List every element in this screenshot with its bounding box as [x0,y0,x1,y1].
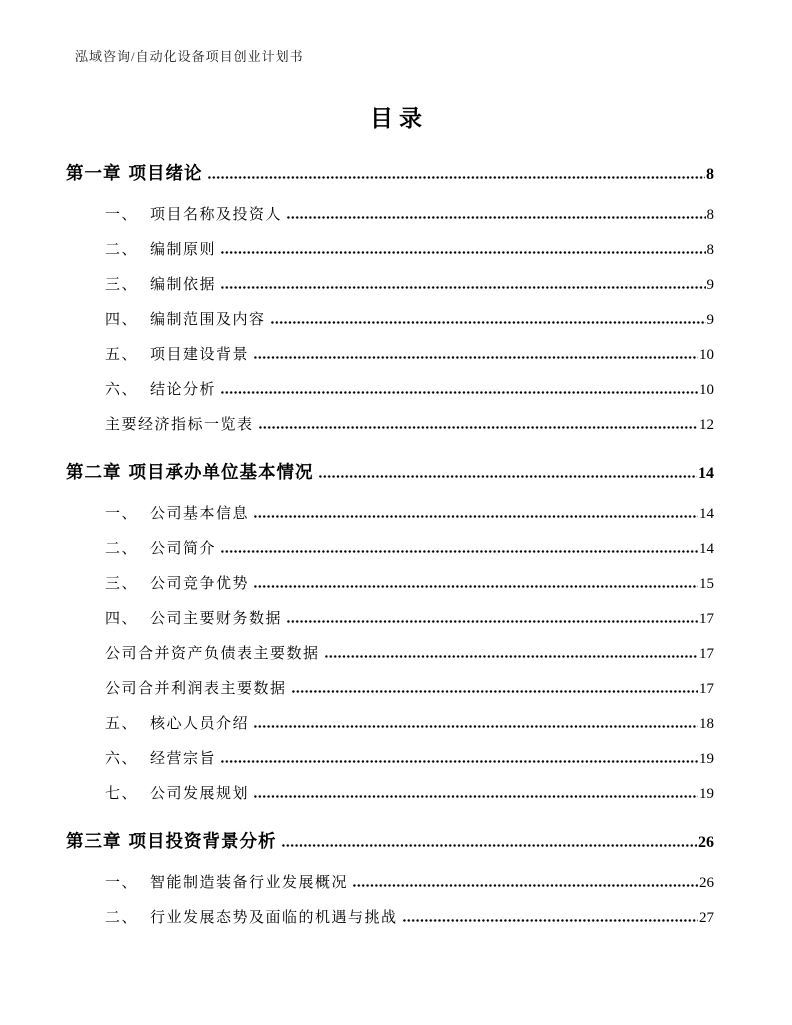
toc-item-row [66,672,714,707]
toc-entry-title: 项目绪论 [128,163,203,183]
toc-entry-number: 四、 [105,312,139,328]
dot-leader [319,475,698,478]
toc-chapter-row [66,826,714,856]
toc-entry-page: 17 [699,681,714,697]
toc-entry-page: 14 [699,506,714,522]
dot-leader [287,620,698,623]
toc-entry-page: 9 [706,277,714,293]
toc-entry-number: 三、 [105,576,139,592]
toc-entry-title: 核心人员介绍 [150,716,250,732]
dot-leader [325,655,698,658]
toc-item-row [66,866,714,901]
toc-entry-page: 8 [706,242,714,258]
toc-entry-title: 项目名称及投资人 [150,207,283,223]
dot-leader [254,795,698,798]
toc-entry-title: 公司简介 [150,541,217,557]
dot-leader [221,391,698,394]
toc-item-row [66,567,714,602]
toc-entry-number: 一、 [105,875,139,891]
toc-entry-page: 17 [699,646,714,662]
toc-entry-page: 26 [698,834,714,851]
toc-entry-page: 26 [699,875,714,891]
toc-entry-page: 9 [706,312,714,328]
toc-entry-title: 项目投资背景分析 [128,831,277,851]
toc-entry-page: 10 [699,382,714,398]
dot-leader [292,690,698,693]
toc-entry-number: 二、 [105,541,139,557]
toc-item-row [66,532,714,567]
toc-entry-number: 第三章 [66,831,122,851]
toc-entry-title: 主要经济指标一览表 [105,417,254,433]
toc-entry-title: 公司基本信息 [150,506,250,522]
dot-leader [208,176,706,179]
toc-entry-number: 二、 [105,910,139,926]
toc-entry-page: 14 [699,541,714,557]
toc-chapter-row [66,158,714,188]
toc-item-row [66,707,714,742]
toc-title: 目录 [370,106,428,131]
toc-entry-page: 18 [699,716,714,732]
toc-entry-page: 17 [699,611,714,627]
toc-entry-title: 公司合并资产负债表主要数据 [105,646,320,662]
toc-entry-number: 七、 [105,786,139,802]
dot-leader [403,919,698,922]
toc-item-row [66,303,714,338]
toc-entry-number: 五、 [105,347,139,363]
dot-leader [271,321,706,324]
dot-leader [259,426,698,429]
toc-entry-page: 19 [699,786,714,802]
toc-item-row [66,742,714,777]
toc-entry-page: 8 [706,207,714,223]
toc-entry-page: 12 [699,417,714,433]
table-of-contents [66,158,714,936]
toc-chapter-row [66,457,714,487]
toc-entry-title: 编制原则 [150,242,217,258]
toc-item-row [66,373,714,408]
toc-item-row [66,408,714,443]
toc-entry-number: 二、 [105,242,139,258]
toc-entry-title: 编制范围及内容 [150,312,266,328]
toc-item-row [66,233,714,268]
toc-entry-number: 一、 [105,506,139,522]
toc-entry-number: 六、 [105,751,139,767]
dot-leader [254,725,698,728]
toc-entry-title: 行业发展态势及面临的机遇与挑战 [150,910,398,926]
toc-entry-page: 19 [699,751,714,767]
toc-item-row [66,198,714,233]
toc-item-row [66,338,714,373]
toc-entry-number: 第二章 [66,462,122,482]
toc-entry-page: 8 [706,166,714,183]
toc-item-row [66,268,714,303]
toc-entry-title: 编制依据 [150,277,217,293]
dot-leader [287,216,705,219]
toc-entry-number: 四、 [105,611,139,627]
toc-item-row [66,637,714,672]
toc-entry-title: 经营宗旨 [150,751,217,767]
toc-entry-title: 公司合并利润表主要数据 [105,681,287,697]
dot-leader [353,884,698,887]
toc-entry-number: 第一章 [66,163,122,183]
toc-entry-title: 智能制造装备行业发展概况 [150,875,349,891]
page-header: 泓域咨询/自动化设备项目创业计划书 [75,49,304,64]
toc-entry-title: 公司竞争优势 [150,576,250,592]
dot-leader [254,356,698,359]
toc-entry-number: 六、 [105,382,139,398]
dot-leader [221,550,698,553]
dot-leader [254,585,698,588]
dot-leader [221,760,698,763]
toc-item-row [66,777,714,812]
toc-entry-title: 公司主要财务数据 [150,611,283,627]
toc-item-row [66,602,714,637]
dot-leader [254,515,698,518]
toc-entry-number: 五、 [105,716,139,732]
toc-entry-page: 14 [698,465,714,482]
toc-item-row [66,497,714,532]
toc-entry-page: 10 [699,347,714,363]
toc-entry-page: 27 [699,910,714,926]
toc-entry-title: 项目建设背景 [150,347,250,363]
dot-leader [282,844,698,847]
toc-entry-number: 三、 [105,277,139,293]
toc-item-row [66,901,714,936]
toc-entry-title: 项目承办单位基本情况 [128,462,314,482]
toc-entry-title: 结论分析 [150,382,217,398]
toc-entry-title: 公司发展规划 [150,786,250,802]
toc-entry-number: 一、 [105,207,139,223]
toc-entry-page: 15 [699,576,714,592]
dot-leader [221,286,705,289]
dot-leader [221,251,705,254]
